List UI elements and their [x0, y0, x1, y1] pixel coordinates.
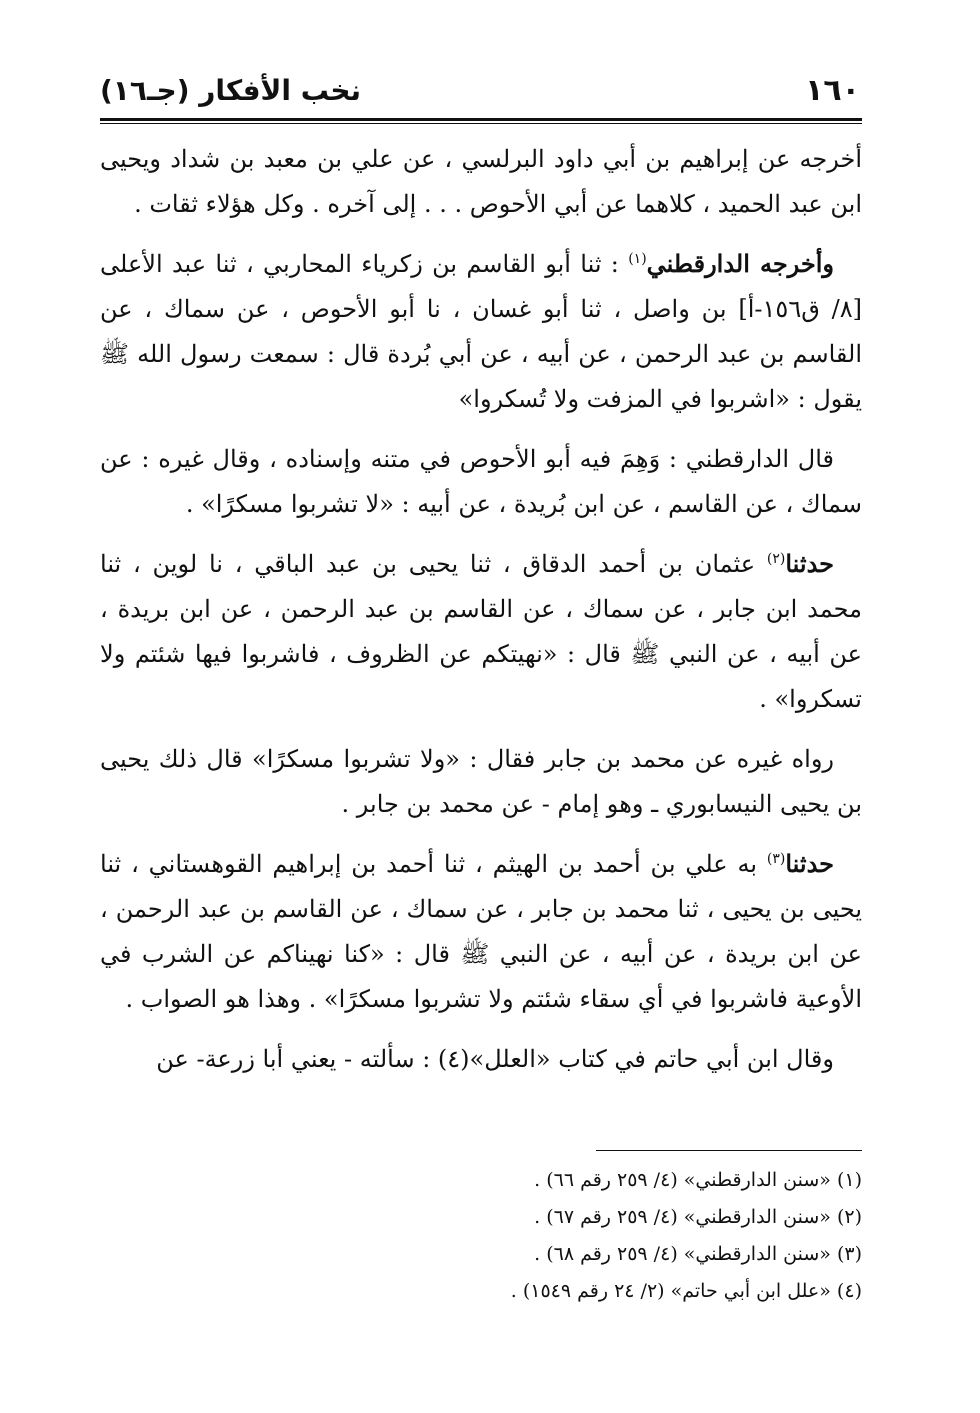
paragraph: [100, 736, 862, 827]
paragraph: [100, 541, 862, 722]
paragraph-text: رواه غيره عن محمد بن جابر فقال : «ولا تشربوا مسكرًا» قال ذلك يحيى بن يحيى النيسابوري ـ وهو إمام - عن محمد بن جابر .: [100, 745, 862, 818]
running-title: نخب الأفكار (جـ١٦): [100, 73, 362, 107]
footnote: (٢) «سنن الدارقطني» (٤/ ٢٥٩ رقم ٦٧) .: [534, 1206, 862, 1228]
paragraph-text: عثمان بن أحمد الدقاق ، ثنا يحيى بن عبد الباقي ، نا لوين ، ثنا محمد ابن جابر ، عن سماك ، عن القاسم بن عبد الرحمن ، عن ابن بريدة ، عن أبيه ، عن النبي ﷺ قال : «نهيتكم عن الظروف ، فاشربوا فيها شئتم ولا تسكروا» .: [100, 550, 862, 713]
footnote: (٤) «علل ابن أبي حاتم» (٢/ ٢٤ رقم ١٥٤٩) .: [510, 1280, 862, 1302]
paragraph-text: أخرجه عن إبراهيم بن أبي داود البرلسي ، عن علي بن معبد بن شداد ويحيى ابن عبد الحميد ، كلاهما عن أبي الأحوص . . . إلى آخره . وكل هؤلاء ثقات .: [100, 145, 862, 218]
paragraph-text: به علي بن أحمد بن الهيثم ، ثنا أحمد بن إبراهيم القوهستاني ، ثنا يحيى بن يحيى ، ثنا محمد بن جابر ، عن سماك ، عن القاسم بن عبد الرحمن ، عن ابن بريدة ، عن أبيه ، عن النبي ﷺ قال : «كنا نهيناكم عن الشرب في الأوعية فاشربوا في أي سقاء شئتم ولا تشربوا مسكرًا» . وهذا هو الصواب .: [100, 850, 862, 1013]
footnote-marker: (١): [628, 251, 647, 267]
header-rule: [100, 118, 862, 121]
page-number: ١٦٠: [805, 72, 860, 108]
paragraph-text: قال الدارقطني : وَهِمَ فيه أبو الأحوص في متنه وإسناده ، وقال غيره : عن سماك ، عن القاسم ، عن ابن بُريدة ، عن أبيه : «لا تشربوا مسكرًا» .: [100, 445, 862, 518]
footnotes: [100, 1162, 862, 1310]
footnote-separator: [596, 1150, 862, 1151]
footnote: (٣) «سنن الدارقطني» (٤/ ٢٥٩ رقم ٦٨) .: [534, 1243, 862, 1265]
main-text: [100, 136, 862, 1096]
paragraph: [100, 241, 862, 422]
footnote-marker: (٢): [766, 551, 786, 567]
paragraph-lead: حدثنا: [785, 849, 834, 878]
header-rule-thin: [100, 123, 862, 124]
paragraph-text: وقال ابن أبي حاتم في كتاب «العلل»(٤) : سألته - يعني أبا زرعة- عن: [156, 1045, 834, 1073]
page-header: [100, 68, 860, 112]
paragraph: [100, 136, 862, 227]
footnote-marker: (٣): [766, 851, 786, 867]
paragraph: [100, 1036, 862, 1082]
footnote: (١) «سنن الدارقطني» (٤/ ٢٥٩ رقم ٦٦) .: [534, 1169, 862, 1191]
paragraph-lead: حدثنا: [785, 549, 834, 578]
paragraph-text: : ثنا أبو القاسم بن زكرياء المحاربي ، ثنا عبد الأعلى [٨/ ق١٥٦-أ] بن واصل ، ثنا أبو غسان ، نا أبو الأحوص ، عن سماك ، عن القاسم بن عبد الرحمن ، عن أبيه ، عن أبي بُردة قال : سمعت رسول الله ﷺ يقول : «اشربوا في المزفت ولا تُسكروا»: [100, 250, 862, 413]
paragraph-lead: وأخرجه الدارقطني: [646, 249, 834, 278]
paragraph: [100, 841, 862, 1022]
paragraph: [100, 436, 862, 527]
